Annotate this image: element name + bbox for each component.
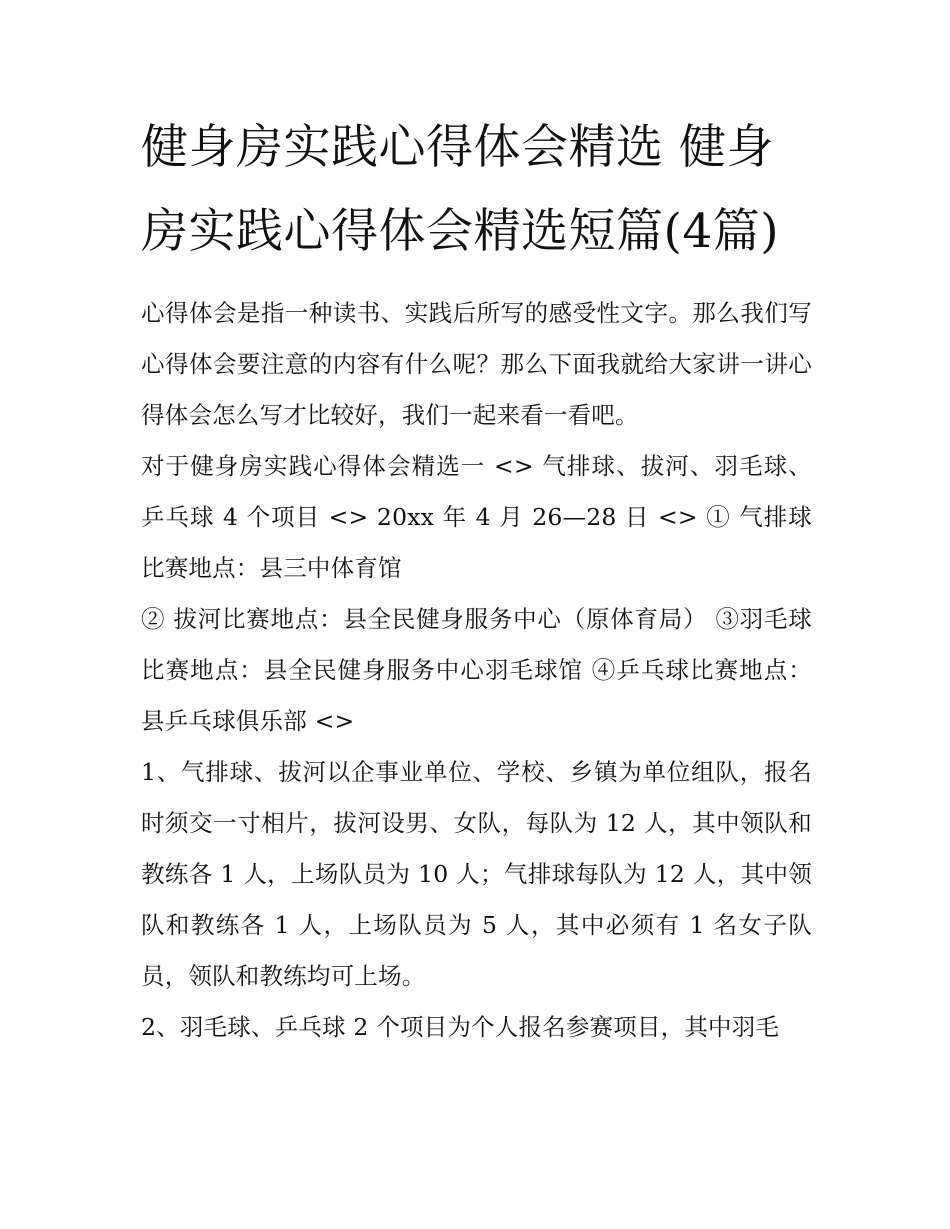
paragraph-venues: ② 拔河比赛地点：县全民健身服务中心（原体育局） ③羽毛球比赛地点：县全民健身服务中心羽毛球馆 ④乒乓球比赛地点：县乒乓球俱乐部 <> <box>141 605 812 735</box>
paragraph-intro: 心得体会是指一种读书、实践后所写的感受性文字。那么我们写心得体会要注意的内容有什么呢？那么下面我就给大家讲一讲心得体会怎么写才比较好，我们一起来看一看吧。 <box>141 299 812 429</box>
paragraph-rule-1: 1、气排球、拔河以企事业单位、学校、乡镇为单位组队，报名时须交一寸相片，拔河设男、女队，每队为 12 人，其中领队和教练各 1 人，上场队员为 10 人；气排球每队为 12 人，其中领队和教练各 1 人，上场队员为 5 人，其中必须有 1 名女子队员，领队和教练均可上场。 <box>141 758 812 990</box>
document-title: 健身房实践心得体会精选 健身房实践心得体会精选短篇(4篇) <box>141 120 780 259</box>
paragraph-rule-2: 2、羽毛球、乒乓球 2 个项目为个人报名参赛项目，其中羽毛 <box>141 1013 780 1041</box>
document-body <box>141 288 812 1053</box>
paragraph-events: 对于健身房实践心得体会精选一 <> 气排球、拔河、羽毛球、乒乓球 4 个项目 <> 20xx 年 4 月 26—28 日 <> ① 气排球比赛地点：县三中体育馆 <box>141 452 812 582</box>
